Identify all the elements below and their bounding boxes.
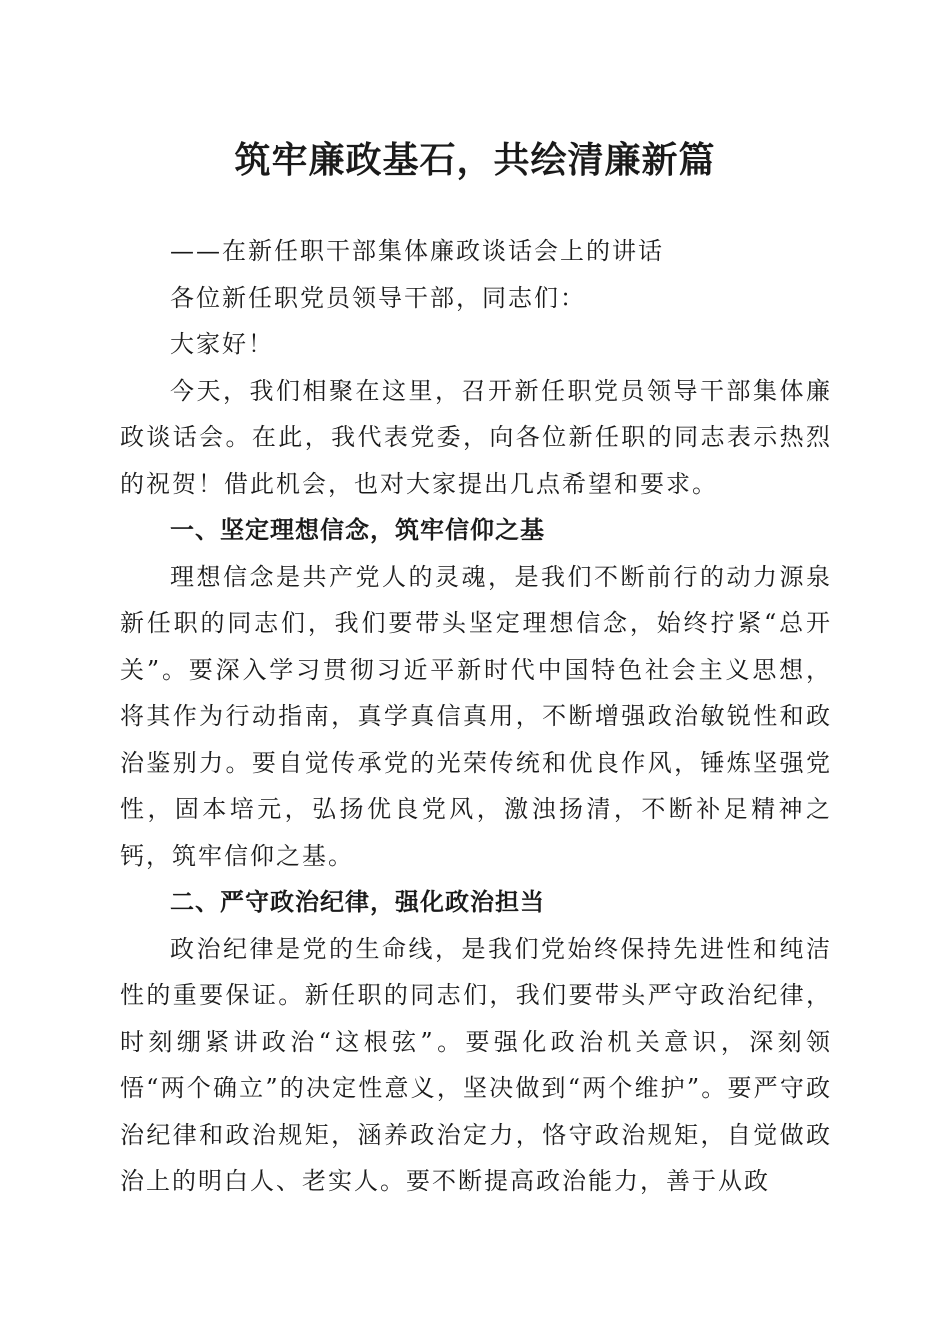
document-body: [120, 228, 832, 1205]
section-paragraph-2: 政治纪律是党的生命线，是我们党始终保持先进性和纯洁性的重要保证。新任职的同志们，我们要带头严守政治纪律，时刻绷紧讲政治“这根弦”。要强化政治机关意识，深刻领悟“两个确立”的决定性意义，坚决做到“两个维护”。要严守政治纪律和政治规矩，涵养政治定力，恪守政治规矩，自觉做政治上的明白人、老实人。要不断提高政治能力，善于从政: [120, 934, 832, 1195]
section-heading-1: 一、坚定理想信念，筑牢信仰之基: [170, 516, 545, 544]
document-title: 筑牢廉政基石，共绘清廉新篇: [234, 139, 716, 181]
intro-paragraph: 今天，我们相聚在这里，召开新任职党员领导干部集体廉政谈话会。在此，我代表党委，向各位新任职的同志表示热烈的祝贺！借此机会，也对大家提出几点希望和要求。: [120, 376, 832, 498]
subtitle: ——在新任职干部集体廉政谈话会上的讲话: [170, 237, 664, 265]
section-heading-2: 二、严守政治纪律，强化政治担当: [170, 888, 545, 916]
greeting: 大家好！: [170, 330, 274, 358]
salutation: 各位新任职党员领导干部，同志们：: [170, 283, 586, 312]
section-paragraph-1: 理想信念是共产党人的灵魂，是我们不断前行的动力源泉新任职的同志们，我们要带头坚定理想信念，始终拧紧“总开关”。要深入学习贯彻习近平新时代中国特色社会主义思想，将其作为行动指南，真学真信真用，不断增强政治敏锐性和政治鉴别力。要自觉传承党的光荣传统和优良作风，锤炼坚强党性，固本培元，弘扬优良党风，激浊扬清，不断补足精神之钙，筑牢信仰之基。: [120, 562, 832, 870]
